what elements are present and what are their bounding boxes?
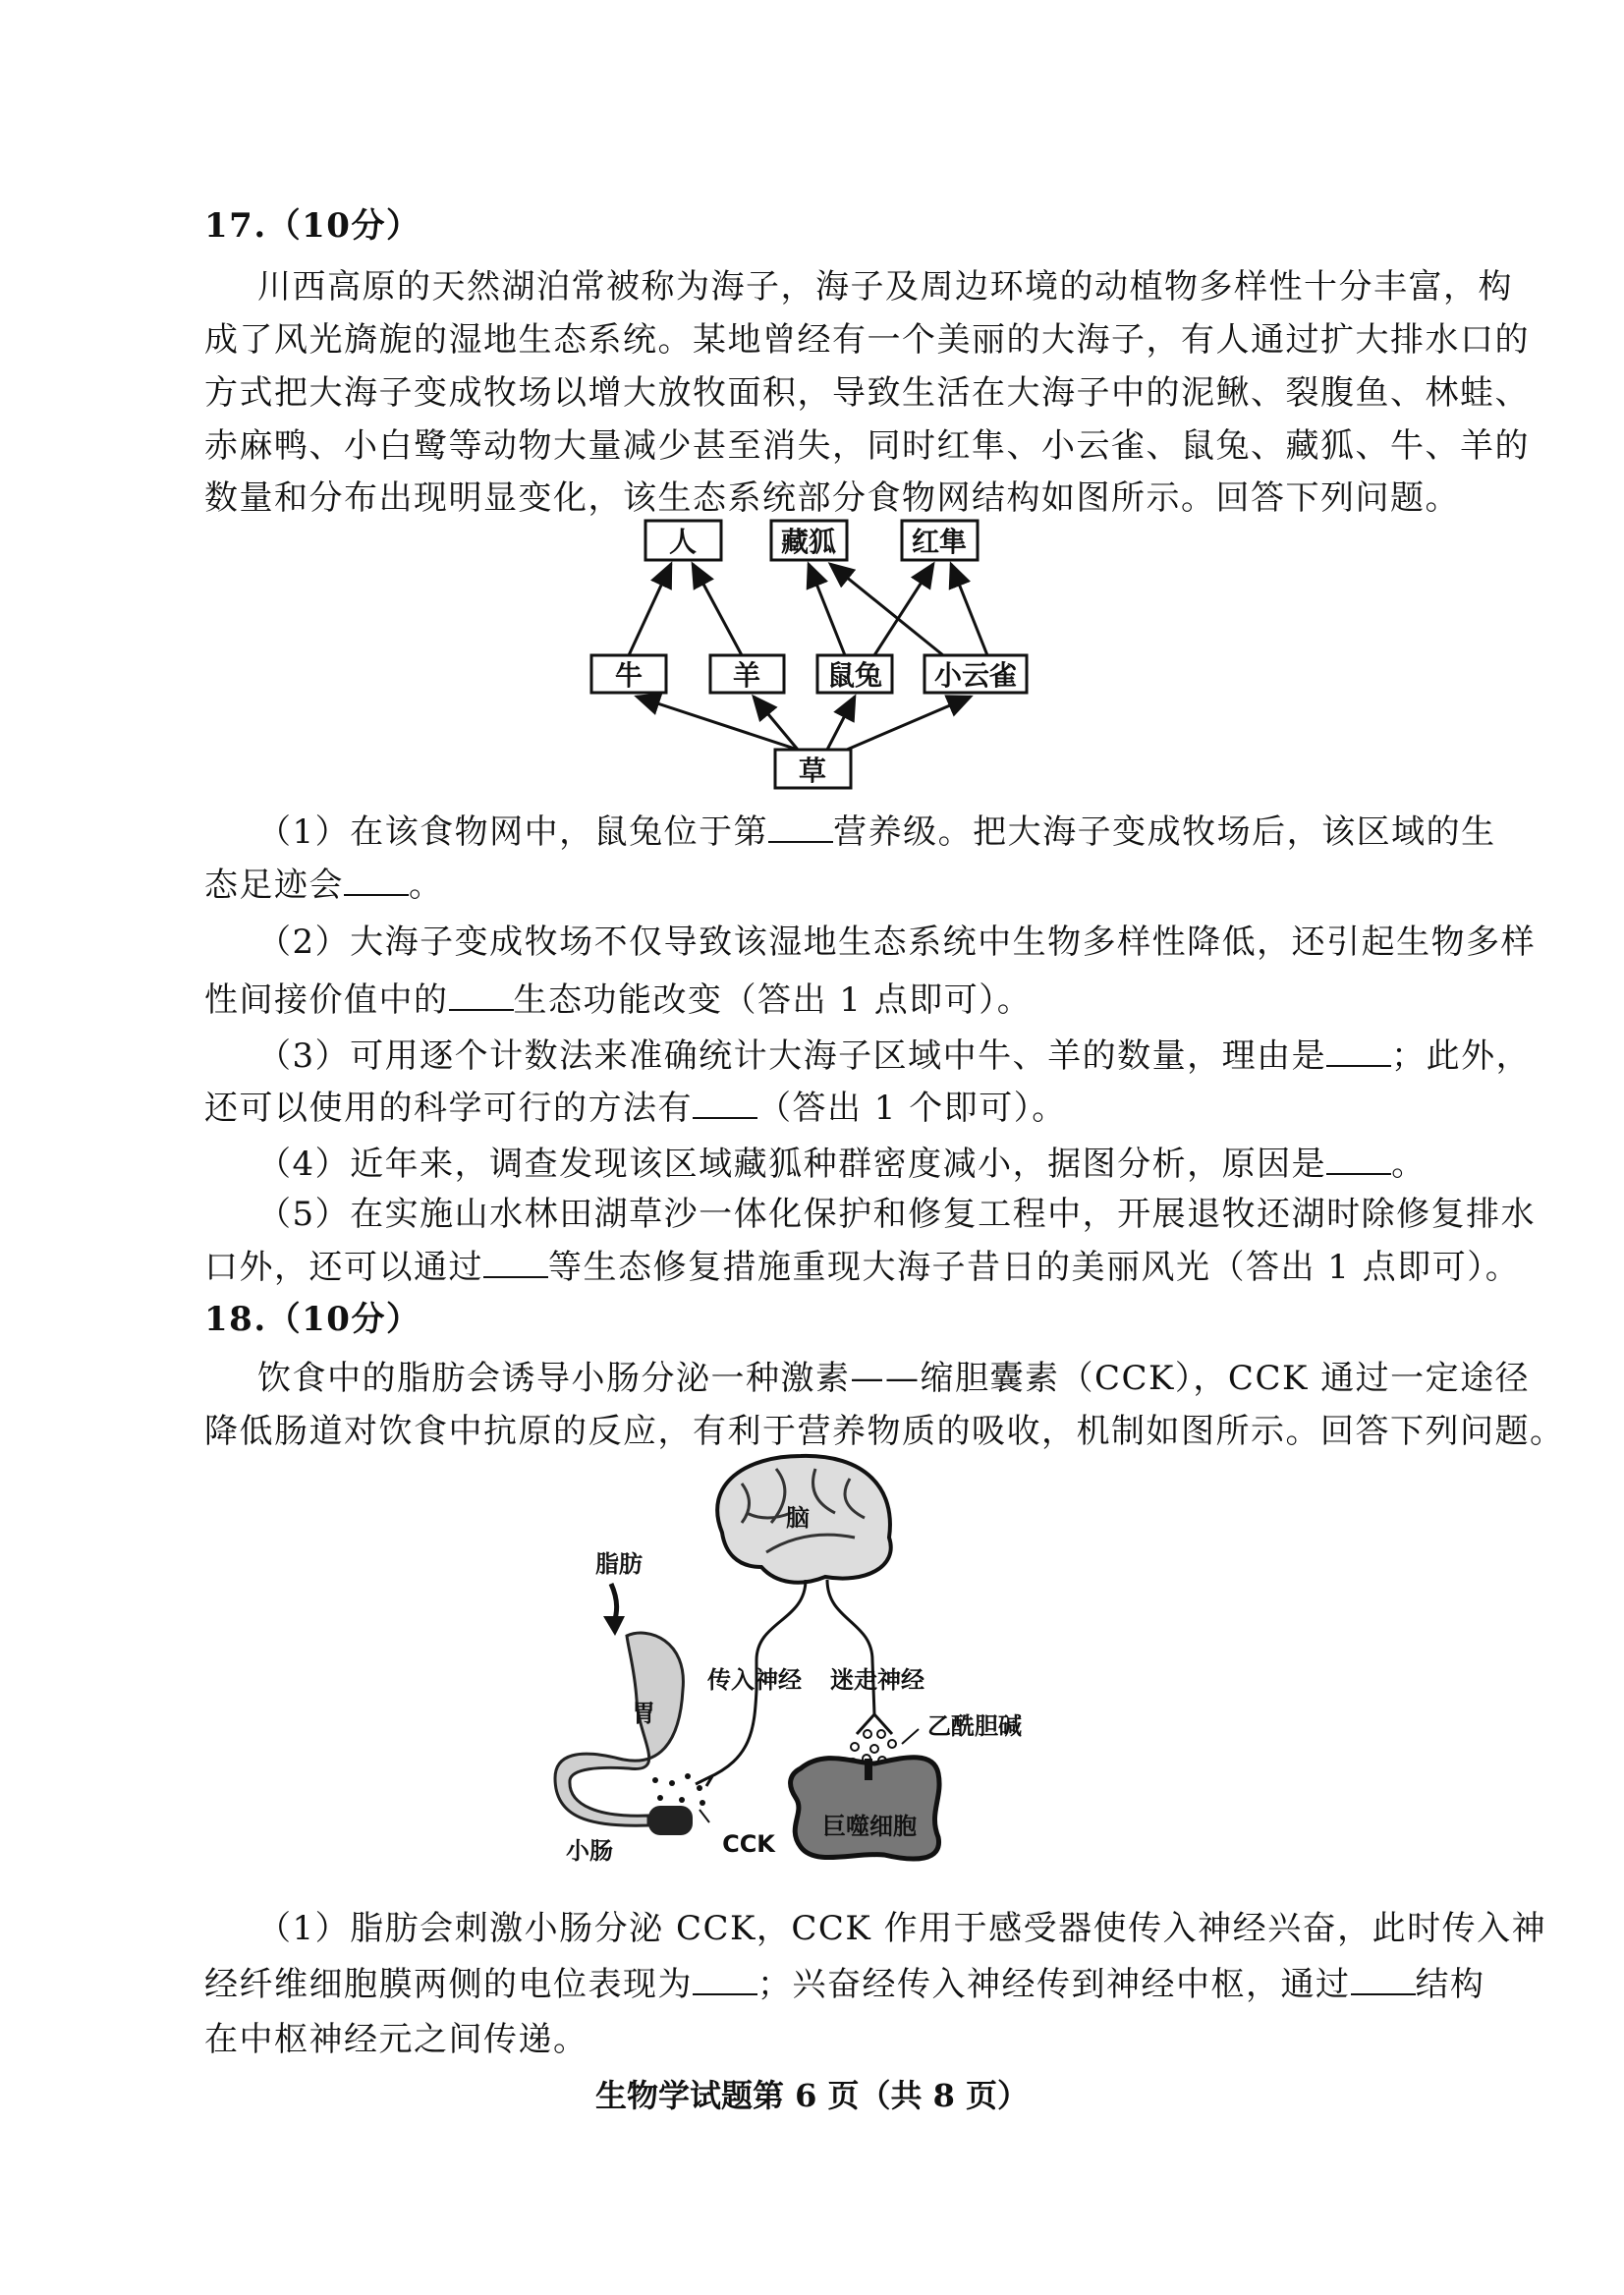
node-human: 人 [668,526,698,558]
node-grass: 草 [798,755,827,787]
page-footer: 生物学试题第 6 页（共 8 页） [594,2077,1030,2114]
label-brain: 脑 [786,1504,810,1532]
node-cattle: 牛 [614,659,644,692]
node-kestrel: 红隼 [911,526,968,558]
q17-3-line: （3）可用逐个计数法来准确统计大海子区域中牛、羊的数量，理由是 ；此外， [257,1036,1532,1076]
q18-intro-line: 饮食中的脂肪会诱导小肠分泌一种激素——缩胆囊素（CCK），CCK 通过一定途径 [257,1359,1531,1398]
label-cck: CCK [722,1830,775,1858]
intestine-cck-cells [648,1806,693,1835]
node-sheep: 羊 [732,659,761,692]
q17-intro-line: 川西高原的天然湖泊常被称为海子，海子及周边环境的动植物多样性十分丰富，构 [257,267,1513,307]
answer-blank[interactable] [693,1966,757,1995]
q17-heading: 17.（10分） [204,206,421,246]
q17-5-line: 口外，还可以通过 等生态修复措施重现大海子昔日的美丽风光（答出 1 点即可）。 [204,1248,1521,1287]
q17-5-line: （5）在实施山水林田湖草沙一体化保护和修复工程中，开展退牧还湖时除修复排水 [257,1195,1537,1234]
q17-intro-line: 数量和分布出现明显变化，该生态系统部分食物网结构如图所示。回答下列问题。 [204,478,1460,518]
q18-1-line: 经纤维细胞膜两侧的电位表现为 ；兴奋经传入神经传到神经中枢，通过 结构 [204,1965,1485,2004]
node-lark: 小云雀 [933,659,1018,692]
vagus-nerve-line [827,1580,892,1734]
q17-2-line: 性间接价值中的 生态功能改变（答出 1 点即可）。 [204,980,1033,1020]
receptor-icon [865,1759,872,1780]
answer-blank[interactable] [1351,1966,1416,1995]
label-vagus-nerve: 迷走神经 [830,1666,924,1694]
q17-4-line: （4）近年来，调查发现该区域藏狐种群密度减小，据图分析，原因是 。 [257,1145,1427,1184]
label-small-intestine: 小肠 [566,1837,613,1865]
q17-intro-line: 赤麻鸭、小白鹭等动物大量减少甚至消失，同时红隼、小云雀、鼠兔、藏狐、牛、羊的 [204,426,1530,466]
node-pika: 鼠兔 [826,659,883,692]
stomach-illustration [555,1633,683,1825]
label-acetylcholine: 乙酰胆碱 [927,1712,1022,1740]
q18-1-line: （1）脂肪会刺激小肠分泌 CCK，CCK 作用于感受器使传入神经兴奋，此时传入神 [257,1909,1547,1948]
node-fox: 藏狐 [780,526,837,558]
q18-1-line: 在中枢神经元之间传递。 [204,2020,588,2059]
q17-3-line: 还可以使用的科学可行的方法有 （答出 1 个即可）。 [204,1089,1067,1128]
q18-heading: 18.（10分） [204,1300,421,1339]
label-macrophage: 巨噬细胞 [822,1813,917,1840]
label-stomach: 胃 [632,1700,655,1727]
q17-2-line: （2）大海子变成牧场不仅导致该湿地生态系统中生物多样性降低，还引起生物多样 [257,923,1537,962]
q17-1-line: （1）在该食物网中，鼠兔位于第 营养级。把大海子变成牧场后，该区域的生 [257,812,1496,852]
q17-1-line: 态足迹会 。 [204,866,444,905]
q17-intro-line: 成了风光旖旎的湿地生态系统。某地曾经有一个美丽的大海子，有人通过扩大排水口的 [204,320,1530,360]
q18-intro-line: 降低肠道对饮食中抗原的反应，有利于营养物质的吸收，机制如图所示。回答下列问题。 [204,1412,1565,1451]
q17-intro-line: 方式把大海子变成牧场以增大放牧面积，导致生活在大海子中的泥鳅、裂腹鱼、林蛙、 [204,373,1530,413]
label-afferent-nerve: 传入神经 [707,1666,802,1694]
label-fat: 脂肪 [595,1550,643,1578]
cck-dots [652,1773,705,1806]
